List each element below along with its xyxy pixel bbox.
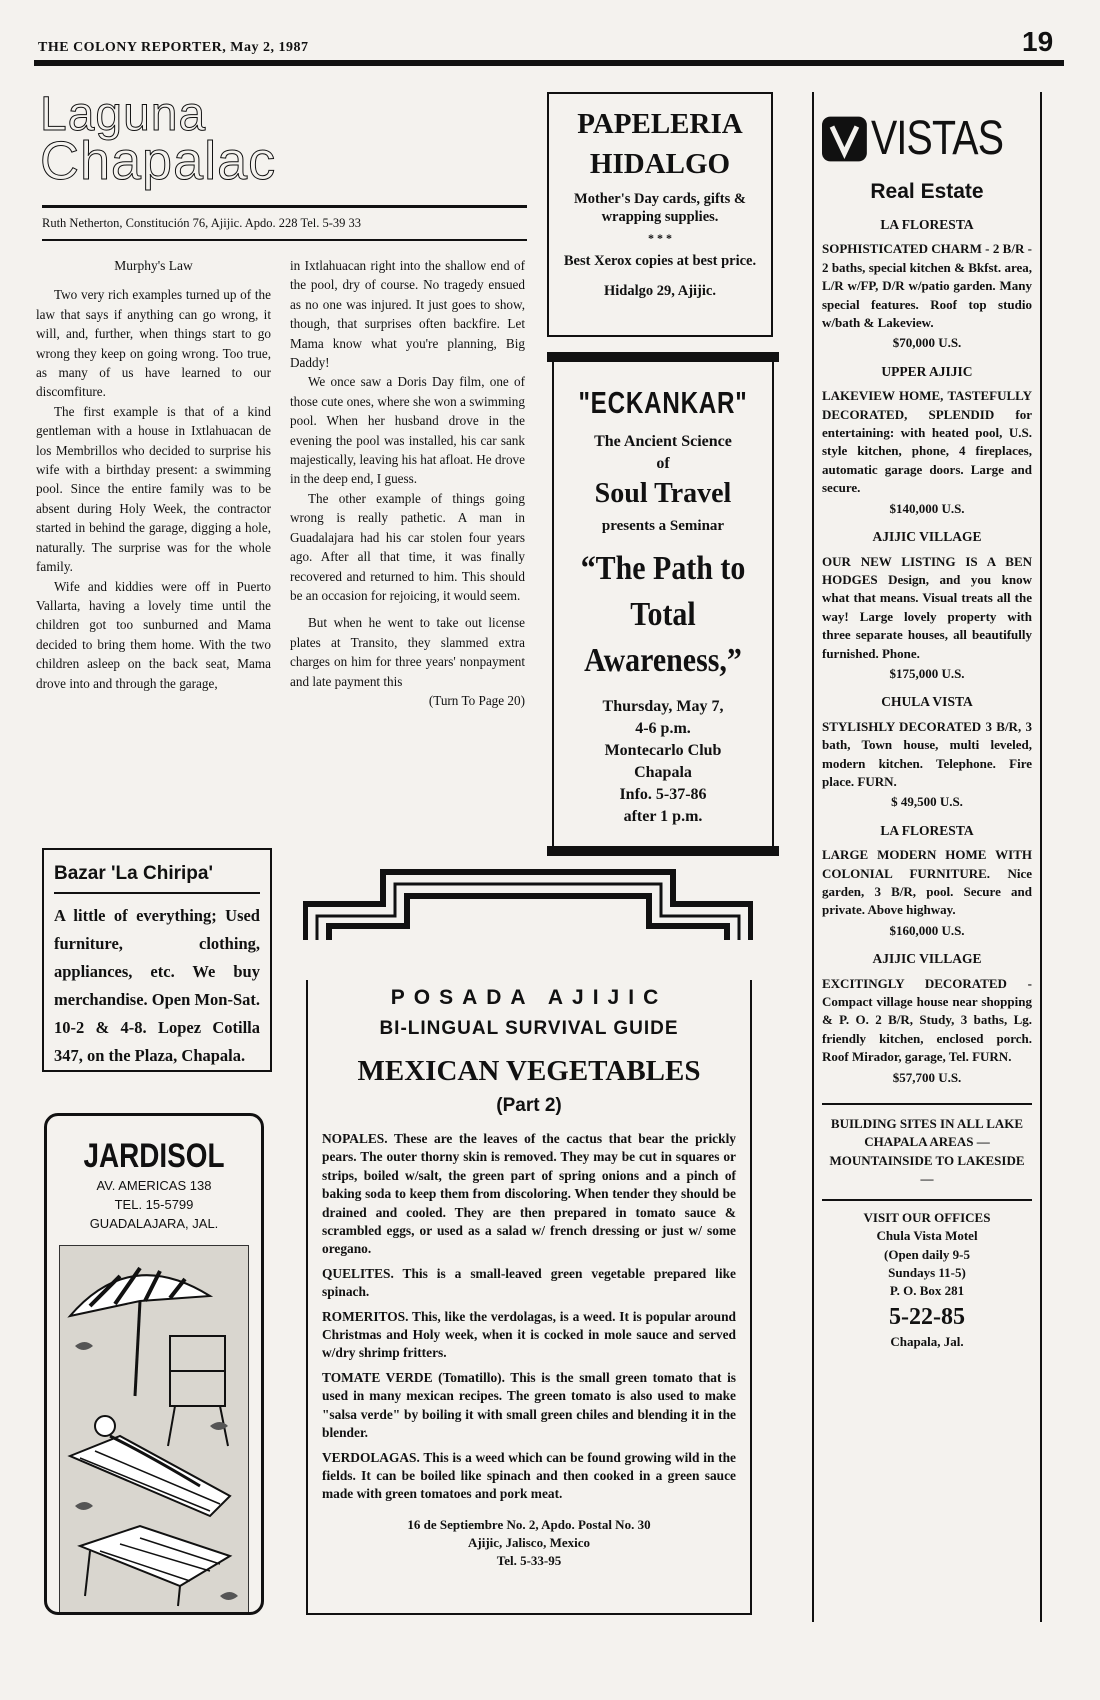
listing-area: UPPER AJIJIC xyxy=(881,363,973,379)
papeleria-offer: Best Xerox copies at best price. xyxy=(563,253,757,269)
publication-date: THE COLONY REPORTER, May 2, 1987 xyxy=(38,40,309,55)
eckankar-after: after 1 p.m. xyxy=(623,808,703,825)
vistas-po-box: P. O. Box 281 xyxy=(889,1283,965,1299)
jardisol-city: GUADALAJARA, JAL. xyxy=(89,1216,219,1231)
papeleria-name-line2: HIDALGO xyxy=(589,148,731,180)
column-logo xyxy=(40,88,340,191)
listing-area: LA FLORESTA xyxy=(880,822,974,838)
jardisol-address: AV. AMERICAS 138 xyxy=(96,1178,212,1193)
vistas-name: VISTAS xyxy=(870,112,1003,165)
vistas-phone: 5-22-85 xyxy=(889,1303,965,1330)
continued-notice: (Turn To Page 20) xyxy=(428,692,525,708)
vegetable-entry: QUELITES. This is a small-leaved green vegetable prepared like spinach. xyxy=(322,1265,736,1300)
listing-description: EXCITINGLY DECORATED - Compact village house near shopping & P. O. 2 B/R, Study, 3 baths, Lg. friendly kitchen, enclosed porch. Roof Mirador, garage, Tel. FURN. xyxy=(822,975,1032,1065)
eckankar-top-bar xyxy=(547,352,779,362)
vistas-divider xyxy=(822,1199,1032,1201)
listing-price: $160,000 U.S. xyxy=(889,922,965,938)
jardisol-name: JARDISOL xyxy=(83,1137,225,1175)
column-left xyxy=(36,256,271,693)
listing-price: $175,000 U.S. xyxy=(889,665,965,681)
listing-description: STYLISHLY DECORATED 3 B/R, 3 bath, Town house, multi leveled, modern kitchen. Telephone. Fire place. FURN. xyxy=(822,718,1032,789)
listing-area: CHULA VISTA xyxy=(881,694,973,710)
papeleria-stars: * * * xyxy=(648,231,672,245)
vegetable-entry: ROMERITOS. This, like the verdolagas, is a weed. It is popular around Christmas and Holy week, when it is cocked in mole sauce and served w/dry shrimp fritters. xyxy=(322,1308,736,1361)
column-paragraph: Wife and kiddies were off in Puerto Vallarta, having a lovely time until the children got too sunburned and Mama decided to bring them home. With the two children asleep on the back seat, Mama drove into and through the garage, xyxy=(36,578,271,691)
eckankar-seminar-line3: Awareness,” xyxy=(584,642,742,679)
listing-description: OUR NEW LISTING IS A BEN HODGES Design, and you know what that means. Visual treats all the way! Large lovely property with three separate houses, all beautifully furnished. Phone. xyxy=(822,553,1032,661)
column-logo-line2: Chapalac xyxy=(40,131,277,191)
vistas-logo xyxy=(822,112,1032,166)
column-paragraph: We once saw a Doris Day film, one of those cute ones, where she won a swimming pool. When her husband drove in the evening the pool was installed, his car sank majestically, leaving his hat afloat. He drove in the deep end, I guess. xyxy=(290,374,525,487)
bazar-body: A little of everything; Used furniture, clothing, appliances, etc. We buy merchandise. Open Mon-Sat. 10-2 & 4-8. Lopez Cotilla 347, on the Plaza, Chapala. xyxy=(54,906,260,1065)
vistas-listing xyxy=(822,363,1032,518)
vistas-listing xyxy=(822,822,1032,940)
patio-furniture-illustration xyxy=(59,1245,249,1615)
vistas-v-mark-icon xyxy=(822,112,867,166)
eckankar-town: Chapala xyxy=(634,764,692,781)
eckankar-subtitle2: of xyxy=(656,455,670,472)
papeleria-name-line1: PAPELERIA xyxy=(577,108,743,140)
eckankar-bottom-bar xyxy=(547,846,779,856)
ad-vistas-real-estate xyxy=(812,92,1042,1622)
vistas-listing xyxy=(822,693,1032,811)
vistas-divider xyxy=(822,1103,1032,1105)
ad-papeleria-hidalgo xyxy=(547,92,773,337)
vistas-hours-daily: (Open daily 9-5 xyxy=(884,1246,970,1262)
bazar-name: Bazar 'La Chiripa' xyxy=(54,860,260,894)
eckankar-info: Info. 5-37-86 xyxy=(619,786,707,803)
vistas-listing xyxy=(822,950,1032,1087)
column-right xyxy=(290,256,525,710)
vistas-office: Chula Vista Motel xyxy=(876,1228,978,1244)
vistas-listing xyxy=(822,528,1032,683)
column-paragraph: The first example is that of a kind gentleman with a house in Ixtlahuacan de los Membrillos who decided to surprise his wife with a birthday present: a swimming pool. Since the entire family was to be absent during Holy Week, the contractor started in behind the garage, digging a hole, naturally. The surprise was for the whole family. xyxy=(36,403,271,575)
listing-area: AJIJIC VILLAGE xyxy=(872,529,982,545)
vistas-hours-sunday: Sundays 11-5) xyxy=(888,1264,966,1280)
vegetable-entry: VERDOLAGAS. This is a weed which can be found growing wild in the fields. It can be boiled like spinach and then cooked in a green sauce made with green tomatoes and pork meat. xyxy=(322,1449,736,1502)
posada-headline: MEXICAN VEGETABLES xyxy=(357,1055,701,1087)
eckankar-seminar-line2: Total xyxy=(630,596,696,633)
eckankar-time: 4-6 p.m. xyxy=(635,720,691,737)
column-paragraph: The other example of things going wrong is really pathetic. A man in Guadalajara had his car stolen four years ago. After all that time, it was finally recovered and returned to him. This should be an occasion for rejoicing, it would seem. xyxy=(290,490,525,603)
ad-posada-ajijic xyxy=(306,980,752,1615)
papeleria-address: Hidalgo 29, Ajijic. xyxy=(604,283,716,299)
vegetable-entry: NOPALES. These are the leaves of the cactus that bear the prickly pears. The outer thorny skin is removed. They may be cut in squares or strips, boiled w/salt, the green part of spring onions and a pinch of baking soda to keep them from discoloring. When tender they should be drained and cooled. They are then prepared in tomato sauce & scrambled eggs, or used as a salad w/ french dressing or just w/ some oregano. xyxy=(322,1131,736,1257)
posada-ornament-frame xyxy=(303,862,753,942)
listing-price: $57,700 U.S. xyxy=(892,1069,962,1085)
eckankar-subtitle1: The Ancient Science xyxy=(594,433,732,450)
listing-price: $70,000 U.S. xyxy=(892,335,962,351)
listing-area: LA FLORESTA xyxy=(880,217,974,232)
column-paragraph: in Ixtlahuacan right into the shallow end of the pool, dry of course. No tragedy ensued as no one was injured. It just goes to show, though, that surprises often backfire. Let Mama know what you're planning, Big Daddy! xyxy=(290,258,525,371)
listing-price: $140,000 U.S. xyxy=(889,500,965,516)
column-logo-line1: Laguna xyxy=(40,88,207,141)
posada-part: (Part 2) xyxy=(496,1095,562,1116)
eckankar-date: Thursday, May 7, xyxy=(602,698,724,715)
column-byline: Ruth Netherton, Constitución 76, Ajijic. Apdo. 228 Tel. 5-39 33 xyxy=(42,216,362,230)
column-title: Murphy's Law xyxy=(114,258,193,273)
ad-eckankar xyxy=(552,362,774,846)
ad-jardisol xyxy=(44,1113,264,1615)
posada-phone: Tel. 5-33-95 xyxy=(496,1552,562,1568)
papeleria-tagline: Mother's Day cards, gifts & wrapping supplies. xyxy=(574,191,746,225)
vistas-city: Chapala, Jal. xyxy=(890,1333,964,1349)
vistas-building-sites: BUILDING SITES IN ALL LAKE CHAPALA AREAS — MOUNTAINSIDE TO LAKESIDE — xyxy=(829,1116,1025,1187)
column-paragraph: Two very rich examples turned up of the law that says if anything can go wrong, it will, and, further, when things start to go wrong they keep on going wrong. Too true, as many of us have learned to our discomfiture. xyxy=(36,287,271,400)
listing-description: SOPHISTICATED CHARM - 2 B/R - 2 baths, special kitchen & Bkfst. area, L/R w/FP, D/R w/patio garden. Many special features. Roof top studio w/bath & Lakeview. xyxy=(822,241,1032,331)
eckankar-seminar-line1: “The Path to xyxy=(580,550,746,587)
vegetable-entry: TOMATE VERDE (Tomatillo). This is the small green tomato that is used in many mexican recipes. The green tomato is also used to make "salsa verde" by boiling it with small green chiles and blending it in the blender. xyxy=(322,1369,736,1441)
page-number: 19 xyxy=(1022,26,1054,57)
eckankar-presents: presents a Seminar xyxy=(601,518,725,534)
posada-city: Ajijic, Jalisco, Mexico xyxy=(467,1534,590,1550)
byline-rule-bottom xyxy=(42,239,527,241)
listing-description: LAKEVIEW HOME, TASTEFULLY DECORATED, SPLENDID for entertaining: with heated pool, U.S. style kitchen, phone, 4 fireplaces, automatic garage doors. Large and secure. xyxy=(822,388,1032,496)
posada-name: POSADA AJIJIC xyxy=(390,986,668,1009)
listing-price: $ 49,500 U.S. xyxy=(891,794,963,810)
posada-guide: BI-LINGUAL SURVIVAL GUIDE xyxy=(379,1018,679,1039)
vistas-visit: VISIT OUR OFFICES xyxy=(863,1209,991,1225)
vistas-subtitle: Real Estate xyxy=(870,180,984,203)
listing-description: LARGE MODERN HOME WITH COLONIAL FURNITURE. Nice garden, 3 B/R, pool. Secure and private. Above highway. xyxy=(822,847,1032,918)
posada-address: 16 de Septiembre No. 2, Apdo. Postal No. 30 xyxy=(407,1516,651,1532)
byline-rule-top xyxy=(42,205,527,208)
eckankar-subtitle3: Soul Travel xyxy=(594,478,732,509)
vistas-listing xyxy=(822,216,1032,353)
eckankar-name: "ECKANKAR" xyxy=(578,385,748,420)
ad-bazar-la-chiripa xyxy=(42,848,272,1072)
vegetable-list xyxy=(322,1130,736,1504)
eckankar-venue: Montecarlo Club xyxy=(604,742,722,759)
header-rule xyxy=(34,60,1064,66)
column-paragraph: But when he went to take out license plates at Transito, they slammed extra charges on him for three years' nonpayment and late payment this xyxy=(290,615,525,689)
listing-area: AJIJIC VILLAGE xyxy=(872,951,982,967)
jardisol-phone: TEL. 15-5799 xyxy=(114,1197,194,1212)
